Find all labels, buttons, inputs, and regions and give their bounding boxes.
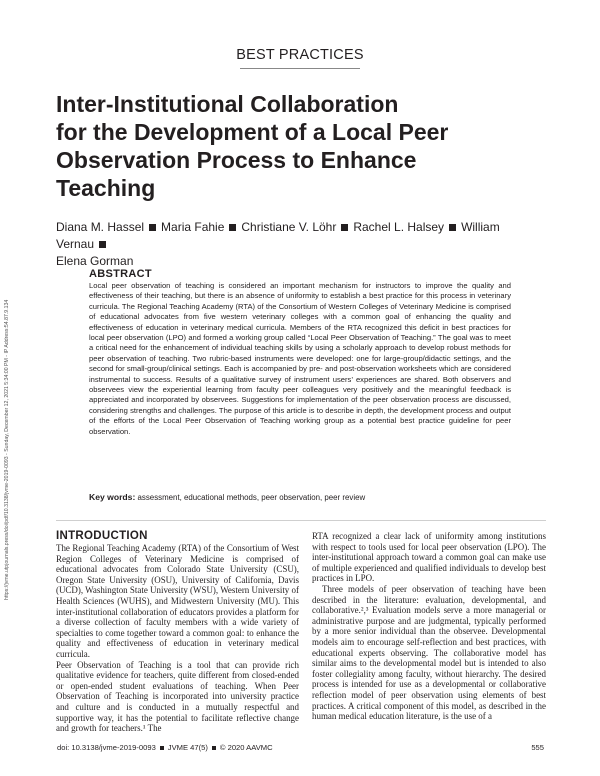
separator-square-icon bbox=[212, 746, 216, 750]
footer-journal: JVME 47(5) bbox=[167, 743, 208, 752]
body-paragraph: Peer Observation of Teaching is a tool that can provide rich qualitative evidence for teachers, quite different from closed-ended or open-ended student evaluations of teaching. When Peer Observation of Teaching is incorporated into university practice and culture and is conducted in a mutually respectful and supportive way, it has the potential to facilitate reflective change and growth for teachers.¹ The bbox=[56, 659, 299, 734]
keywords bbox=[89, 492, 511, 503]
author-list bbox=[56, 219, 526, 270]
introduction-heading: INTRODUCTION bbox=[56, 530, 148, 542]
separator-square-icon bbox=[99, 241, 106, 248]
separator-square-icon bbox=[341, 224, 348, 231]
separator-square-icon bbox=[149, 224, 156, 231]
title-line: Observation Process to Enhance bbox=[56, 147, 417, 173]
abstract-heading: ABSTRACT bbox=[89, 268, 152, 280]
article-title bbox=[56, 90, 526, 202]
footer-copyright: © 2020 AAVMC bbox=[219, 743, 273, 752]
separator-square-icon bbox=[229, 224, 236, 231]
separator-square-icon bbox=[160, 746, 164, 750]
download-info-sidebar bbox=[3, 170, 17, 600]
author-name: Diana M. Hassel bbox=[56, 220, 145, 234]
body-paragraph: RTA recognized a clear lack of uniformity among institutions with respect to tools used for local peer observation (LPO). The inter-institutional approach toward a common goal can make use of multiple experienced and qualified individuals to develop best practices in LPO. bbox=[312, 531, 546, 584]
title-line: Inter-Institutional Collaboration bbox=[56, 91, 399, 117]
section-divider bbox=[56, 520, 546, 521]
keywords-label: Key words: bbox=[89, 492, 136, 502]
title-line: for the Development of a Local Peer bbox=[56, 119, 449, 145]
author-name: Christiane V. Löhr bbox=[241, 220, 337, 234]
page-number: 555 bbox=[531, 743, 544, 752]
footer-doi[interactable]: doi: 10.3138/jvme-2019-0093 bbox=[57, 743, 156, 752]
body-paragraph: Three models of peer observation of teaching have been described in the literature: evaluation, developmental, and collaborative.²,³ Evaluation models serve a more managerial or administrative purpose and are judgmental, typically performed by a more senior individual than the observee. Developmental models aim to encourage self-reflection and best practices, with educational experts observing. The collaborative model has similar aims to the developmental model but is intended to also foster collegiality among faculty, without hierarchy. The desired process is intended for use as a developmental or collaborative reflection model of peer observation using elements of best practices. A critical component of this model, as described in the human medical education literature, is the use of a bbox=[312, 583, 546, 722]
author-name: Rachel L. Halsey bbox=[353, 220, 445, 234]
footer-citation bbox=[57, 743, 273, 752]
keywords-text: assessment, educational methods, peer observation, peer review bbox=[137, 493, 366, 502]
body-paragraph: The Regional Teaching Academy (RTA) of the Consortium of West Region Colleges of Veterinary Medicine is comprised of educational advocates from Colorado State University (CSU), Oregon State University (OSU), University of California, Davis (UCD), Washington State University (WSU), Western University of Health Sciences (WUHS), and Midwestern University (MU). This inter-institutional collaboration of educators provides a platform for a diverse collection of faculty members with a wide variety of specialties to come together toward a common goal: to enhance the quality and effectiveness of education in veterinary medical curricula. bbox=[56, 543, 299, 659]
section-tag-underline bbox=[240, 68, 360, 69]
author-name: William Vernau bbox=[56, 220, 500, 251]
download-info-text: https://jvme.utpjournals.press/doi/pdf/10.3138/jvme-2019-0093 - Sunday, December 12, 2021 5:34:00 PM - IP Address:54.87.9.134 bbox=[4, 299, 10, 600]
abstract-text: Local peer observation of teaching is considered an important mechanism for instructors to improve the quality and effectiveness of their teaching, but there is an absence of uniformity to establish a best practice for this process in veterinary curricula. The Regional Teaching Academy (RTA) of the Consortium of Western Colleges of Veterinary Medicine is comprised of educational advocates from five western veterinary colleges with a common goal of enhancing the quality and effectiveness of education in veterinary medical curricula. Members of the RTA recognized this deficit in best practices for local peer observation (LPO) and formed a working group called “Local Peer Observation of Teaching.” The goal was to meet a critical need for the enhancement of individual teaching skills by using a scholarly approach to develop robust methods for peer observation of teaching. Two rubric-based instruments were developed: one for large-group/didactic settings, and the second for small-group/clinical settings. Each is accompanied by pre- and post-observation worksheets which are considered instrumental to success. Results of a qualitative survey of instrument users’ experiences are shared. Both observers and observees view the experiential learning from faculty peer colleagues very positively and the meaningful feedback is appreciated and incorporated by observees. Suggestions for implementation of the peer observation process are discussed, considering strengths and challenges. The purpose of this article is to describe in depth, the development process and output of the efforts of the Local Peer Observation of Teaching working group as a potential best practice guideline for peer observation. bbox=[89, 281, 511, 436]
body-column-left bbox=[56, 543, 299, 734]
section-tag: BEST PRACTICES bbox=[236, 47, 364, 63]
author-name: Elena Gorman bbox=[56, 254, 134, 268]
separator-square-icon bbox=[449, 224, 456, 231]
body-column-right bbox=[312, 531, 546, 722]
author-name: Maria Fahie bbox=[161, 220, 225, 234]
title-line: Teaching bbox=[56, 175, 156, 201]
